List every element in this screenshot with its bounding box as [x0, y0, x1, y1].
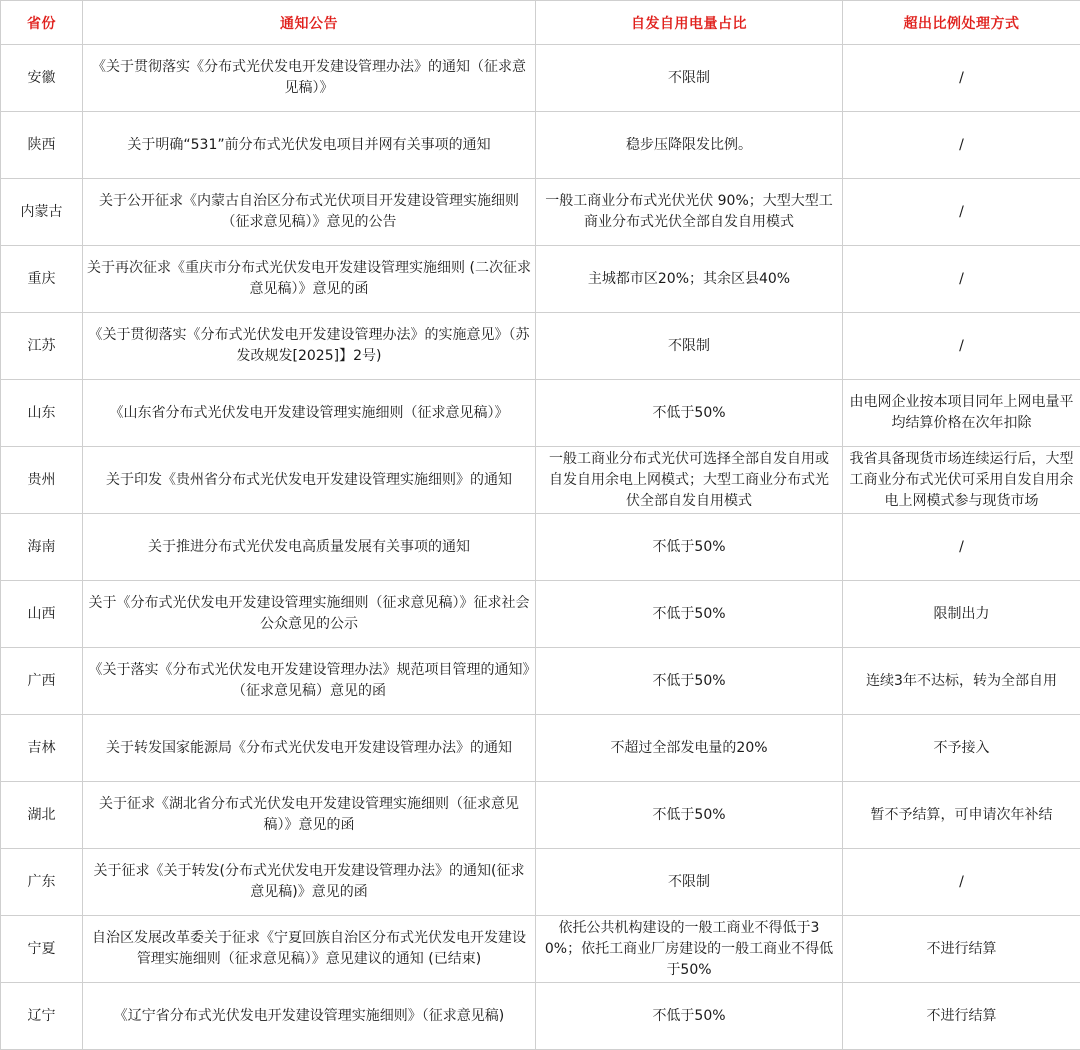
- ratio-cell: 不低于50%: [536, 983, 843, 1050]
- province-cell: 山东: [1, 380, 83, 447]
- ratio-cell: 不低于50%: [536, 581, 843, 648]
- handling-cell: /: [843, 179, 1080, 246]
- province-cell: 陕西: [1, 112, 83, 179]
- ratio-cell: 不限制: [536, 849, 843, 916]
- notice-cell: 关于转发国家能源局《分布式光伏发电开发建设管理办法》的通知: [83, 715, 536, 782]
- notice-cell: 关于推进分布式光伏发电高质量发展有关事项的通知: [83, 514, 536, 581]
- table-row: [1, 849, 1080, 916]
- ratio-cell: 依托公共机构建设的一般工商业不得低于30%；依托工商业厂房建设的一般工商业不得低于50%: [536, 916, 843, 983]
- ratio-cell: 不限制: [536, 45, 843, 112]
- ratio-cell: 不超过全部发电量的20%: [536, 715, 843, 782]
- table-row: [1, 447, 1080, 514]
- notice-cell: 《山东省分布式光伏发电开发建设管理实施细则（征求意见稿）》: [83, 380, 536, 447]
- handling-cell: /: [843, 514, 1080, 581]
- handling-cell: /: [843, 849, 1080, 916]
- handling-cell: /: [843, 313, 1080, 380]
- table-row: [1, 648, 1080, 715]
- province-cell: 江苏: [1, 313, 83, 380]
- table-row: [1, 715, 1080, 782]
- ratio-cell: 不低于50%: [536, 514, 843, 581]
- province-cell: 宁夏: [1, 916, 83, 983]
- ratio-cell: 一般工商业分布式光伏光伏 90%；大型大型工商业分布式光伏全部自发自用模式: [536, 179, 843, 246]
- ratio-cell: 一般工商业分布式光伏可选择全部自发自用或自发自用余电上网模式；大型工商业分布式光伏全部自发自用模式: [536, 447, 843, 514]
- notice-cell: 关于明确“531”前分布式光伏发电项目并网有关事项的通知: [83, 112, 536, 179]
- table-body: [1, 45, 1080, 1050]
- province-cell: 内蒙古: [1, 179, 83, 246]
- handling-cell: 我省具备现货市场连续运行后，大型工商业分布式光伏可采用自发自用余电上网模式参与现货市场: [843, 447, 1080, 514]
- province-cell: 山西: [1, 581, 83, 648]
- header-province: 省份: [1, 1, 83, 45]
- handling-cell: /: [843, 112, 1080, 179]
- province-cell: 吉林: [1, 715, 83, 782]
- table-row: [1, 380, 1080, 447]
- province-cell: 辽宁: [1, 983, 83, 1050]
- handling-cell: 由电网企业按本项目同年上网电量平均结算价格在次年扣除: [843, 380, 1080, 447]
- province-cell: 海南: [1, 514, 83, 581]
- province-cell: 贵州: [1, 447, 83, 514]
- table-row: [1, 514, 1080, 581]
- table-row: [1, 246, 1080, 313]
- header-handling: 超出比例处理方式: [843, 1, 1080, 45]
- notice-cell: 关于印发《贵州省分布式光伏发电开发建设管理实施细则》的通知: [83, 447, 536, 514]
- table-row: [1, 581, 1080, 648]
- notice-cell: 关于《分布式光伏发电开发建设管理实施细则（征求意见稿）》征求社会公众意见的公示: [83, 581, 536, 648]
- table-header: [1, 1, 1080, 45]
- ratio-cell: 不限制: [536, 313, 843, 380]
- handling-cell: 暂不予结算，可申请次年补结: [843, 782, 1080, 849]
- ratio-cell: 不低于50%: [536, 380, 843, 447]
- handling-cell: 不进行结算: [843, 983, 1080, 1050]
- province-cell: 湖北: [1, 782, 83, 849]
- table-row: [1, 112, 1080, 179]
- notice-cell: 关于再次征求《重庆市分布式光伏发电开发建设管理实施细则 (二次征求意见稿）》意见的函: [83, 246, 536, 313]
- province-cell: 重庆: [1, 246, 83, 313]
- table-row: [1, 983, 1080, 1050]
- handling-cell: 限制出力: [843, 581, 1080, 648]
- notice-cell: 自治区发展改革委关于征求《宁夏回族自治区分布式光伏发电开发建设管理实施细则（征求意见稿）》意见建议的通知 (已结束): [83, 916, 536, 983]
- handling-cell: 不予接入: [843, 715, 1080, 782]
- table-row: [1, 916, 1080, 983]
- ratio-cell: 稳步压降限发比例。: [536, 112, 843, 179]
- province-cell: 广西: [1, 648, 83, 715]
- table-row: [1, 313, 1080, 380]
- notice-cell: 《关于落实《分布式光伏发电开发建设管理办法》规范项目管理的通知》（征求意见稿）意见的函: [83, 648, 536, 715]
- header-ratio: 自发自用电量占比: [536, 1, 843, 45]
- ratio-cell: 不低于50%: [536, 648, 843, 715]
- notice-cell: 《辽宁省分布式光伏发电开发建设管理实施细则》（征求意见稿): [83, 983, 536, 1050]
- notice-cell: 关于征求《湖北省分布式光伏发电开发建设管理实施细则（征求意见稿）》意见的函: [83, 782, 536, 849]
- header-notice: 通知公告: [83, 1, 536, 45]
- province-cell: 安徽: [1, 45, 83, 112]
- ratio-cell: 不低于50%: [536, 782, 843, 849]
- header-row: [1, 1, 1080, 45]
- handling-cell: /: [843, 246, 1080, 313]
- ratio-cell: 主城都市区20%；其余区县40%: [536, 246, 843, 313]
- handling-cell: 不进行结算: [843, 916, 1080, 983]
- notice-cell: 《关于贯彻落实《分布式光伏发电开发建设管理办法》的通知（征求意见稿）》: [83, 45, 536, 112]
- handling-cell: /: [843, 45, 1080, 112]
- notice-cell: 关于公开征求《内蒙古自治区分布式光伏项目开发建设管理实施细则（征求意见稿）》意见的公告: [83, 179, 536, 246]
- table-row: [1, 45, 1080, 112]
- handling-cell: 连续3年不达标，转为全部自用: [843, 648, 1080, 715]
- notice-cell: 关于征求《关于转发(分布式光伏发电开发建设管理办法》的通知(征求意见稿)》意见的函: [83, 849, 536, 916]
- notice-cell: 《关于贯彻落实《分布式光伏发电开发建设管理办法》的实施意见》（苏发改规发[2025]】2号): [83, 313, 536, 380]
- province-cell: 广东: [1, 849, 83, 916]
- table-row: [1, 782, 1080, 849]
- table-row: [1, 179, 1080, 246]
